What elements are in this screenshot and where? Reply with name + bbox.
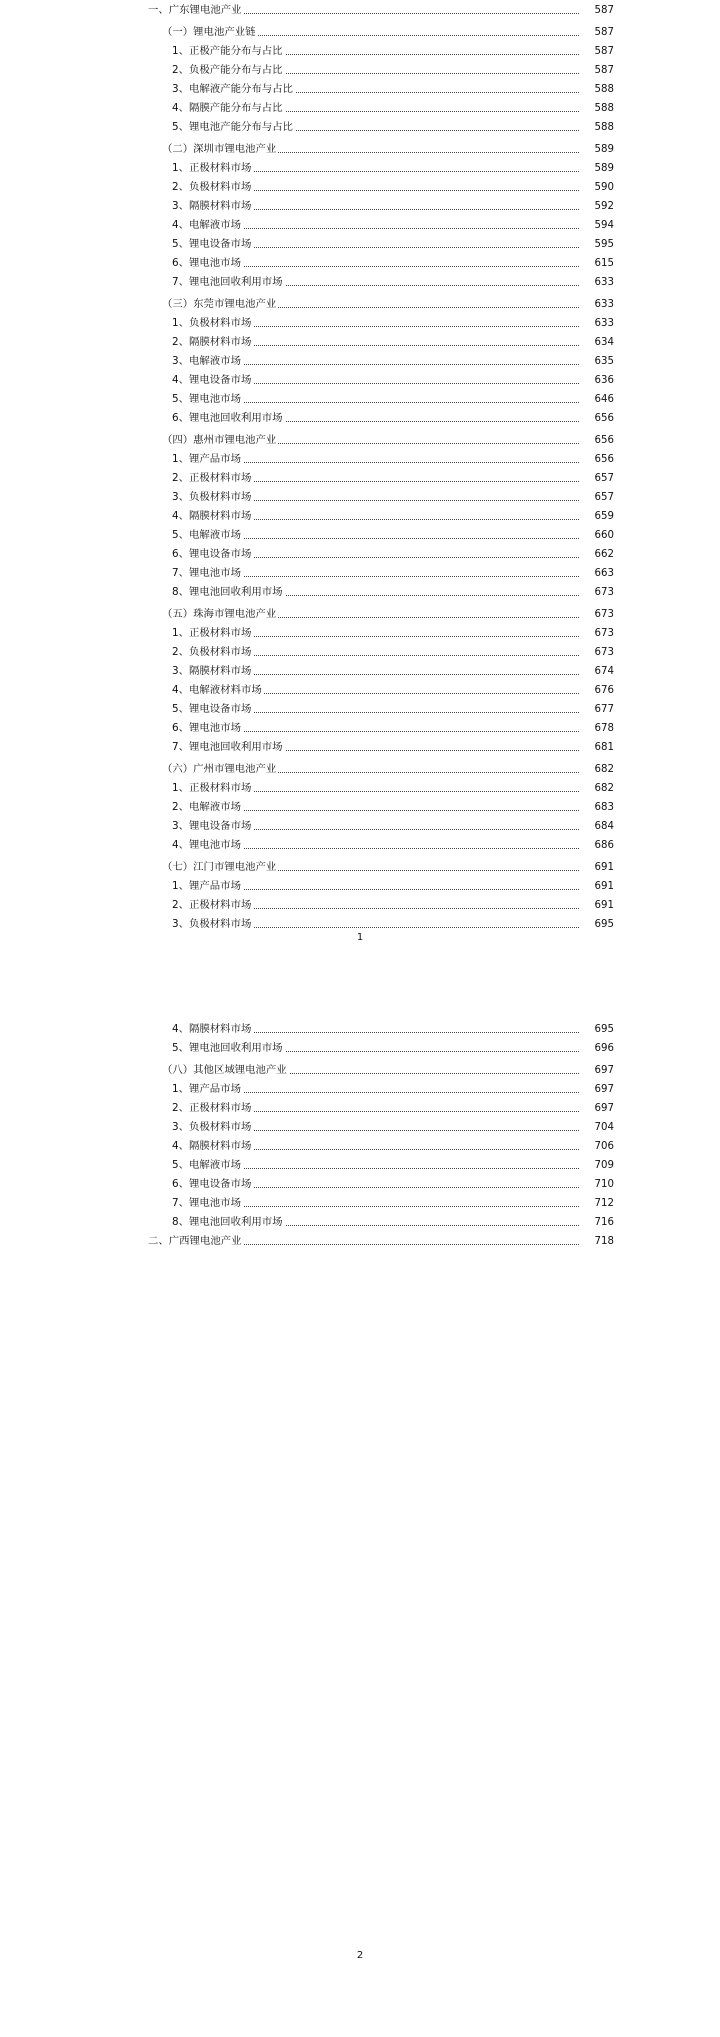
toc-entry[interactable] (172, 197, 720, 216)
toc-entry[interactable] (172, 390, 720, 409)
toc-entry[interactable] (172, 99, 720, 118)
toc-entry-title: 4、锂电设备市场 (172, 371, 253, 390)
toc-entry[interactable] (172, 61, 720, 80)
toc-entry-title: 7、锂电池回收利用市场 (172, 738, 285, 757)
toc-entry[interactable] (172, 254, 720, 273)
toc-entry-page-number: 657 (580, 488, 614, 507)
toc-entry-page-number: 695 (580, 915, 614, 934)
toc-entry-page-number: 656 (580, 450, 614, 469)
toc-entry-page-number: 710 (580, 1175, 614, 1194)
toc-entry-page-number: 706 (580, 1137, 614, 1156)
toc-entry-page-number: 659 (580, 507, 614, 526)
toc-entry[interactable] (172, 877, 720, 896)
toc-entry[interactable] (172, 118, 720, 137)
page-number-footer: 2 (356, 1950, 364, 1961)
toc-entry[interactable] (172, 719, 720, 738)
toc-entry[interactable] (172, 624, 720, 643)
toc-entry-page-number: 674 (580, 662, 614, 681)
toc-entry-page-number: 716 (580, 1213, 614, 1232)
toc-entry-title: 7、锂电池回收利用市场 (172, 273, 285, 292)
toc-entry[interactable] (172, 526, 720, 545)
toc-entry-title: （六）广州市锂电池产业 (162, 760, 278, 779)
toc-entry-page-number: 663 (580, 564, 614, 583)
toc-entry[interactable] (148, 1, 720, 20)
toc-entry-page-number: 683 (580, 798, 614, 817)
toc-entry-page-number: 691 (580, 896, 614, 915)
toc-entry[interactable] (172, 1156, 720, 1175)
toc-entry-title: 3、隔膜材料市场 (172, 662, 253, 681)
toc-entry-page-number: 677 (580, 700, 614, 719)
toc-entry-title: 3、电解液产能分布与占比 (172, 80, 295, 99)
toc-entry[interactable] (172, 409, 720, 428)
toc-entry-title: 5、锂电池回收利用市场 (172, 1039, 285, 1058)
toc-entry[interactable] (172, 564, 720, 583)
toc-entry[interactable] (172, 159, 720, 178)
toc-entry-title: （三）东莞市锂电池产业 (162, 295, 278, 314)
toc-entry-title: 二、广西锂电池产业 (148, 1232, 244, 1251)
toc-entry-title: 2、正极材料市场 (172, 896, 253, 915)
toc-entry-page-number: 676 (580, 681, 614, 700)
toc-entry[interactable] (172, 273, 720, 292)
toc-entry[interactable] (148, 1232, 720, 1251)
toc-entry-page-number: 588 (580, 99, 614, 118)
toc-entry-page-number: 696 (580, 1039, 614, 1058)
toc-entry-page-number: 660 (580, 526, 614, 545)
toc-entry-page-number: 636 (580, 371, 614, 390)
toc-entry-page-number: 682 (580, 779, 614, 798)
toc-entry-title: 3、负极材料市场 (172, 1118, 253, 1137)
toc-entry-title: 1、锂产品市场 (172, 1080, 243, 1099)
toc-entry-page-number: 697 (580, 1061, 614, 1080)
toc-entry-title: 8、锂电池回收利用市场 (172, 583, 285, 602)
toc-entry-page-number: 704 (580, 1118, 614, 1137)
toc-entry[interactable] (172, 896, 720, 915)
toc-entry-title: 5、电解液市场 (172, 526, 243, 545)
toc-entry-page-number: 678 (580, 719, 614, 738)
toc-entry-title: 6、锂电池回收利用市场 (172, 409, 285, 428)
toc-entry-title: 2、隔膜材料市场 (172, 333, 253, 352)
toc-entry-page-number: 592 (580, 197, 614, 216)
toc-entry-page-number: 633 (580, 314, 614, 333)
toc-entry-page-number: 590 (580, 178, 614, 197)
toc-entry-page-number: 587 (580, 23, 614, 42)
toc-entry-title: 4、隔膜材料市场 (172, 1020, 253, 1039)
toc-entry-title: 6、锂电池市场 (172, 254, 243, 273)
toc-entry[interactable] (172, 333, 720, 352)
toc-entry-title: 1、正极材料市场 (172, 159, 253, 178)
toc-entry-page-number: 681 (580, 738, 614, 757)
toc-entry-title: 8、锂电池回收利用市场 (172, 1213, 285, 1232)
toc-entry-title: 4、隔膜材料市场 (172, 507, 253, 526)
toc-entry-page-number: 709 (580, 1156, 614, 1175)
toc-entry[interactable] (172, 798, 720, 817)
toc-entry-title: 4、电解液市场 (172, 216, 243, 235)
toc-entry[interactable] (162, 23, 720, 42)
toc-entry-page-number: 656 (580, 431, 614, 450)
toc-entry-page-number: 691 (580, 877, 614, 896)
toc-entry-title: 2、负极材料市场 (172, 178, 253, 197)
toc-entry-title: 5、锂电设备市场 (172, 700, 253, 719)
toc-entry[interactable] (172, 1020, 720, 1039)
toc-entry-title: （四）惠州市锂电池产业 (162, 431, 278, 450)
toc-entry-page-number: 594 (580, 216, 614, 235)
toc-entry-page-number: 595 (580, 235, 614, 254)
toc-entry-title: 2、电解液市场 (172, 798, 243, 817)
toc-entry[interactable] (162, 295, 720, 314)
toc-entry[interactable] (162, 1061, 720, 1080)
toc-entry-title: （五）珠海市锂电池产业 (162, 605, 278, 624)
toc-entry-title: 5、锂电池产能分布与占比 (172, 118, 295, 137)
toc-entry-page-number: 673 (580, 643, 614, 662)
toc-entry-page-number: 712 (580, 1194, 614, 1213)
toc-entry-title: 4、隔膜产能分布与占比 (172, 99, 285, 118)
toc-entry-title: 6、锂电设备市场 (172, 545, 253, 564)
toc-entry-page-number: 615 (580, 254, 614, 273)
toc-entry-page-number: 697 (580, 1099, 614, 1118)
toc-entry[interactable] (172, 1213, 720, 1232)
toc-entry-page-number: 633 (580, 273, 614, 292)
toc-entry-title: 7、锂电池市场 (172, 1194, 243, 1213)
toc-entry[interactable] (172, 371, 720, 390)
toc-entry-title: 1、正极材料市场 (172, 624, 253, 643)
toc-entry-page-number: 589 (580, 140, 614, 159)
toc-entry-page-number: 662 (580, 545, 614, 564)
toc-entry-page-number: 682 (580, 760, 614, 779)
toc-entry-title: 7、锂电池市场 (172, 564, 243, 583)
toc-entry[interactable] (172, 178, 720, 197)
toc-entry[interactable] (172, 216, 720, 235)
toc-entry-page-number: 684 (580, 817, 614, 836)
toc-entry[interactable] (162, 858, 720, 877)
toc-entry[interactable] (172, 779, 720, 798)
toc-entry-page-number: 635 (580, 352, 614, 371)
toc-entry-title: 3、隔膜材料市场 (172, 197, 253, 216)
table-of-contents-page-2 (0, 1020, 720, 1251)
toc-entry-page-number: 587 (580, 42, 614, 61)
toc-entry-title: 2、负极材料市场 (172, 643, 253, 662)
toc-entry[interactable] (162, 140, 720, 159)
toc-entry[interactable] (172, 681, 720, 700)
toc-entry[interactable] (172, 545, 720, 564)
toc-entry[interactable] (172, 1099, 720, 1118)
toc-entry[interactable] (172, 1137, 720, 1156)
toc-entry-page-number: 646 (580, 390, 614, 409)
toc-entry-page-number: 588 (580, 80, 614, 99)
toc-entry-page-number: 673 (580, 583, 614, 602)
toc-entry[interactable] (172, 817, 720, 836)
toc-entry-page-number: 673 (580, 624, 614, 643)
toc-entry-title: 3、负极材料市场 (172, 915, 253, 934)
toc-entry[interactable] (172, 662, 720, 681)
toc-entry-title: 5、电解液市场 (172, 1156, 243, 1175)
toc-entry-title: 6、锂电设备市场 (172, 1175, 253, 1194)
toc-entry[interactable] (172, 352, 720, 371)
toc-entry-title: （二）深圳市锂电池产业 (162, 140, 278, 159)
toc-entry-page-number: 587 (580, 1, 614, 20)
toc-entry-page-number: 691 (580, 858, 614, 877)
toc-entry-page-number: 634 (580, 333, 614, 352)
toc-entry-title: 4、隔膜材料市场 (172, 1137, 253, 1156)
table-of-contents-page-1 (0, 1, 720, 934)
toc-entry-page-number: 657 (580, 469, 614, 488)
toc-entry-title: 5、锂电池市场 (172, 390, 243, 409)
toc-entry[interactable] (172, 314, 720, 333)
toc-entry-page-number: 587 (580, 61, 614, 80)
toc-entry-title: 4、锂电池市场 (172, 836, 243, 855)
toc-entry-title: 3、锂电设备市场 (172, 817, 253, 836)
toc-entry[interactable] (172, 1194, 720, 1213)
toc-entry-page-number: 718 (580, 1232, 614, 1251)
toc-entry-page-number: 673 (580, 605, 614, 624)
toc-entry-page-number: 589 (580, 159, 614, 178)
toc-entry-title: 3、负极材料市场 (172, 488, 253, 507)
toc-entry-title: 2、负极产能分布与占比 (172, 61, 285, 80)
toc-entry[interactable] (162, 605, 720, 624)
toc-entry-title: 3、电解液市场 (172, 352, 243, 371)
toc-entry-title: 6、锂电池市场 (172, 719, 243, 738)
toc-entry-title: 1、负极材料市场 (172, 314, 253, 333)
toc-entry[interactable] (162, 760, 720, 779)
toc-entry-title: 1、正极材料市场 (172, 779, 253, 798)
page-number-footer: 1 (356, 932, 364, 943)
toc-entry-title: 5、锂电设备市场 (172, 235, 253, 254)
toc-entry[interactable] (172, 583, 720, 602)
toc-entry-title: （一）锂电池产业链 (162, 23, 258, 42)
toc-entry[interactable] (172, 469, 720, 488)
toc-entry-page-number: 686 (580, 836, 614, 855)
toc-entry[interactable] (172, 836, 720, 855)
toc-entry[interactable] (172, 1039, 720, 1058)
toc-entry-title: 1、正极产能分布与占比 (172, 42, 285, 61)
toc-entry-page-number: 697 (580, 1080, 614, 1099)
toc-entry[interactable] (172, 507, 720, 526)
toc-entry-title: 一、广东锂电池产业 (148, 1, 244, 20)
toc-entry[interactable] (172, 80, 720, 99)
toc-entry[interactable] (172, 488, 720, 507)
toc-entry-page-number: 695 (580, 1020, 614, 1039)
toc-entry[interactable] (172, 235, 720, 254)
toc-entry-page-number: 656 (580, 409, 614, 428)
toc-entry-title: 4、电解液材料市场 (172, 681, 264, 700)
toc-entry-page-number: 588 (580, 118, 614, 137)
toc-entry[interactable] (162, 431, 720, 450)
toc-entry[interactable] (172, 1080, 720, 1099)
toc-entry[interactable] (172, 700, 720, 719)
toc-entry[interactable] (172, 42, 720, 61)
toc-entry-title: 2、正极材料市场 (172, 1099, 253, 1118)
toc-entry-title: （八）其他区域锂电池产业 (162, 1061, 289, 1080)
toc-entry-title: 1、锂产品市场 (172, 877, 243, 896)
toc-entry[interactable] (172, 450, 720, 469)
toc-entry[interactable] (172, 643, 720, 662)
toc-entry-title: 1、锂产品市场 (172, 450, 243, 469)
toc-entry-title: 2、正极材料市场 (172, 469, 253, 488)
toc-entry[interactable] (172, 1175, 720, 1194)
toc-entry[interactable] (172, 1118, 720, 1137)
toc-entry[interactable] (172, 738, 720, 757)
toc-entry-title: （七）江门市锂电池产业 (162, 858, 278, 877)
toc-entry-page-number: 633 (580, 295, 614, 314)
